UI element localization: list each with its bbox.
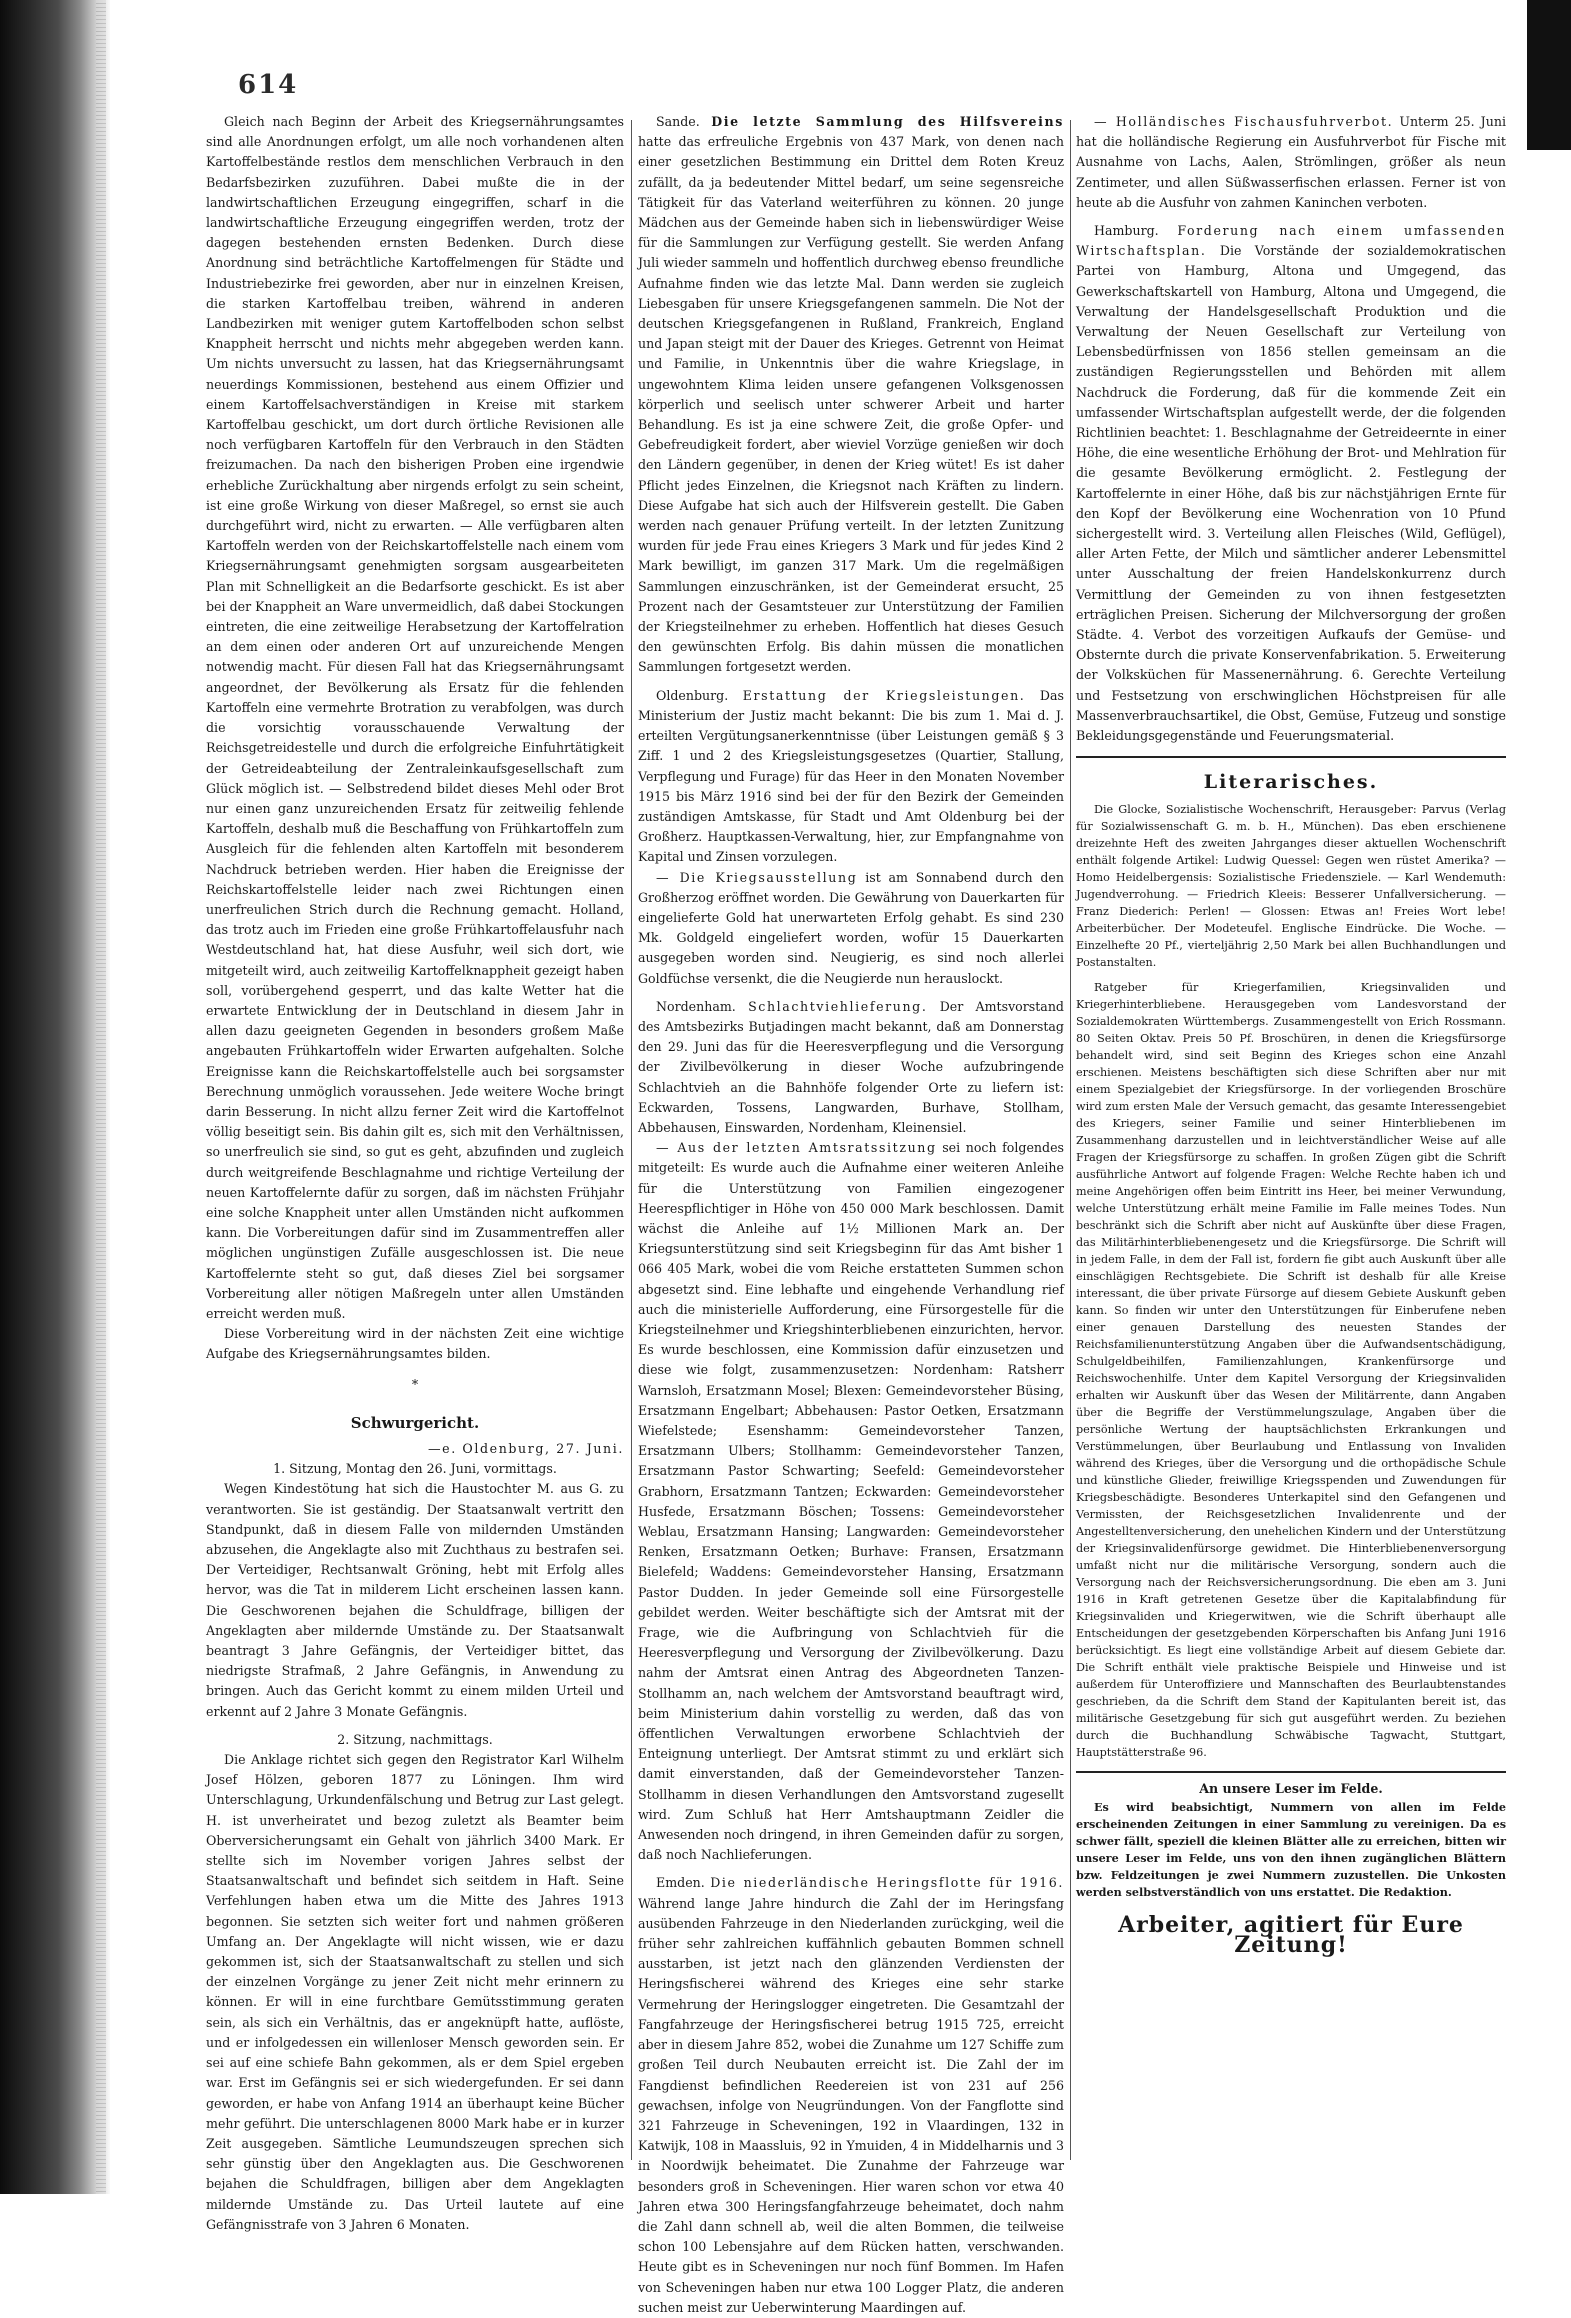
exhibition-text: ist am Sonnabend durch den Großherzog eröffnet worden. Die Gewährung von Dauerkarten für eingelieferte Gold hat unerwarteten Erfolg gehabt. Es sind 230 Mk. Goldgeld eingeliefert worden, wofür 15 Dauerkarten ausgegeben worden sind. Neugierig, es sind noch allerlei Goldfüchse versenkt, die die Neugierde nun herauslockt. [638,869,1064,986]
exhibition-title: — Die Kriegsausstellung [656,869,858,885]
court-case-1: Wegen Kindestötung hat sich die Haustochter M. aus G. zu verantworten. Sie ist geständig. Der Staatsanwalt vertritt den Standpunkt, daß in diesem Falle von mildernden Umständen abzusehen, die Angeklagte also mit Zuchthaus zu bestrafen sei. Der Verteidiger, Rechtsanwalt Gröning, hebt mit Erfolg alles hervor, was die Tat in milderem Licht erscheinen lassen kann. Die Geschworenen bejahen die Schuldfrage, billigen der Angeklagten aber mildernde Umstände zu. Der Staatsanwalt beantragt 3 Jahre Gefängnis, der Verteidiger bittet, das niedrigste Strafmaß, 2 Jahre Gefängnis, in Anwendung zu bringen. Auch das Gericht kommt zu einem milden Urteil und erkennt auf 2 Jahre 3 Monate Gefängnis. [206,1481,624,1719]
nordenham-title: Schlachtviehlieferung. [748,998,928,1014]
sande-text: hatte das erfreuliche Ergebnis von 437 Mark, von denen nach einer gesetzlichen Bestimmung ein Drittel dem Roten Kreuz zufällt, da ja bedeutender Mittel bedarf, um seine segensreiche Tätigkeit für das Vaterland weiterführen zu können. 20 junge Mädchen aus der Gemeinde haben sich in liebenswürdiger Weise für die Sammlungen zur Verfügung gestellt. Sie werden Anfang Juli wieder sammeln und hoffentlich durchweg ebenso freundliche Aufnahme finden wie das letzte Mal. Dann werden sie zugleich Liebesgaben für unsere Kriegsgefangenen sammeln. Die Not der deutschen Kriegsgefangenen in Rußland, Frankreich, England und Japan steigt mit der Dauer des Krieges. Getrennt von Heimat und Familie, in Unkenntnis über die wahre Kriegslage, in ungewohntem Klima leiden unsere gefangenen Volksgenossen körperlich und seelisch unter schwerer Arbeit und harter Behandlung. Es ist ja eine schwere Zeit, die große Opfer- und Gebefreudigkeit fordert, aber wieviel Vorzüge genießen wir doch den Ländern gegenüber, in denen der Krieg wütet! Es ist daher Pflicht jedes Einzelnen, die Kriegsnot nach Kräften zu lindern. Diese Aufgabe hat sich auch der Hilfsverein gestellt. Die Gaben werden nach genauer Prüfung verteilt. In der letzten Zunitzung wurden für jede Frau eines Kriegers 3 Mark und für jedes Kind 2 Mark bewilligt, im ganzen 317 Mark. Um die regelmäßigen Sammlungen einzuschränken, ist der Gemeinderat ersucht, 25 Prozent nach der Gesamtsteuer zur Unterstützung der Familien der Kriegsteilnehmer zu erheben. Hoffentlich hat dieses Gesuch den gewünschten Erfolg. Bis dahin müssen die monatlichen Sammlungen fortgesetzt werden. [638,134,1064,675]
section-rule-2 [1076,1771,1506,1773]
book-binding-shadow [0,0,110,2194]
column-1 [206,112,624,2232]
hamburg-title: Forderung nach einem umfassenden Wirtschaftsplan. [1076,223,1506,259]
article-emden [638,1873,1064,2317]
hamburg-text: Die Vorstände der sozialdemokratischen Partei von Hamburg, Altona und Umgegend, das Gewerkschaftskartell von Hamburg, Altona und Umgegend, die Verwaltung der Handelsgesellschaft Produktion und die Verwaltung der Neuen Gesellschaft zur Verteilung von Lebensbedürfnissen von 1856 stellen gemeinsam an die zuständigen Regierungsstellen und Behörden mit allem Nachdruck die Forderung, daß für die kommende Zeit ein umfassender Wirtschaftsplan aufgestellt werde, der die folgenden Richtlinien beachtet: 1. Beschlagnahme der Getreideernte in einer Höhe, die eine wesentliche Erhöhung der Brot- und Mehlration für die gesamte Bevölkerung ermöglicht. 2. Festlegung der Kartoffelernte in einer Höhe, daß bis zur nächstjährigen Ernte für den Kopf der Bevölkerung eine Wochenration von 10 Pfund sichergestellt wird. 3. Verteilung allen Fleisches (Wild, Geflügel), aller Arten Fette, der Milch und sämtlicher anderer Lebensmittel unter Ausschaltung der freien Handelskonkurrenz durch Vermittlung der Gemeinden zu von ihnen festgesetzten erträglichen Preisen. Sicherung der Milchversorgung der großen Städte. 4. Verbot des vorzeitigen Aufkaufs der Gemüse- und Obsternte durch die private Konservenfabrikation. 5. Erweiterung der Volksküchen für Massenernährung. 6. Gerechte Verteilung und Festsetzung von erschwinglichen Höchstpreisen für alle Massenverbrauchsartikel, die Obst, Gemüse, Futzeug und sonstige Bekleidungsgegenstände und Feuerungsmaterial. [1076,243,1506,744]
scan-border [1527,0,1571,150]
nordenham-place: Nordenham. [656,998,736,1014]
article-oldenburg [638,686,1064,868]
nordenham-text: Der Amtsvorstand des Amtsbezirks Butjadingen macht bekannt, daß am Donnerstag den 29. Juni das für die Heeresverpflegung und die Versorgung der Zivilbevölkerung in dieser Woche aufzubringende Schlachtvieh an die Bahnhöfe folgender Orte zu liefern ist: Eckwarden, Tossens, Langwarden, Burhave, Stollham, Abbehausen, Einswarden, Nordenham, Kleinensiel. [638,998,1064,1135]
literary-heading: Literarisches. [1203,771,1379,794]
amtsrat-title: — Aus der letzten Amtsratssitzung [656,1140,937,1156]
court-heading: Schwurgericht. [350,1413,480,1432]
emden-place: Emden. [656,1875,705,1891]
article-exhibition [638,868,1064,989]
emden-title: Die niederländische Heringsflotte für 1916. [710,1875,1064,1891]
session-2-heading: 2. Sitzung, nachmittags. [337,1731,493,1747]
section-separator: * [411,1376,419,1392]
readers-notice-heading: An unsere Leser im Felde. [1199,1780,1383,1796]
article-sande [638,112,1064,678]
article-dutch-fish-ban [1076,112,1506,213]
agitation-banner: Arbeiter, agitiert für Eure Zeitung! [1118,1911,1464,1958]
column-rule-2 [1070,120,1071,2160]
court-dateline: —e. Oldenburg, 27. Juni. [427,1441,624,1456]
column-2 [638,112,1064,2315]
oldenburg-place: Oldenburg. [656,687,729,703]
sande-place: Sande. [656,114,700,129]
article-hamburg [1076,221,1506,746]
oldenburg-text: Das Ministerium der Justiz macht bekannt: Die bis zum 1. Mai d. J. erteilten Vergütungsanerkenntnisse (über Leistungen gemäß § 3 Ziff. 1 und 2 des Kriegsleistungsgesetzes (Quartier, Stallung, Verpflegung und Furage) für das Heer in den Monaten November 1915 bis März 1916 sind bei der für den Bezirk der Gemeinden zuständigen Amtskasse, für Stadt und Amt Oldenburg bei der Großherz. Hauptkassen-Verwaltung, hier, zur Empfangnahme von Kapital und Zinsen vorzulegen. [638,687,1064,865]
review-die-glocke: Die Glocke, Sozialistische Wochenschrift, Herausgeber: Parvus (Verlag für Sozialwissenschaft G. m. b. H., München). Das eben erschienene dreizehnte Heft des zweiten Jahrganges dieser aktuellen Wochenschrift enthält folgende Artikel: Ludwig Quessel: Gegen wen rüstet Amerika? — Homo Heidelbergensis: Sozialistische Friedensziele. — Karl Wendemuth: Jugendverrohung. — Friedrich Kleeis: Besserer Unfallversicherung. — Franz Diederich: Perlen! — Glossen: Etwas an! Freies Wort lebe! Arbeiterbücher. Der Modeteufel. Englische Eindrücke. Die Woche. — Einzelhefte 20 Pf., vierteljährig 2,50 Mark bei allen Buchhandlungen und Postanstalten. [1076,802,1506,969]
article-potato-closing: Diese Vorbereitung wird in der nächsten Zeit eine wichtige Aufgabe des Kriegsernährungsamtes bilden. [206,1326,624,1362]
review-ratgeber: Ratgeber für Kriegerfamilien, Kriegsinvaliden und Kriegerhinterbliebene. Herausgegeben vom Landesvorstand der Sozialdemokraten Württembergs. Zusammengestellt von Erich Rossmann. 80 Seiten Oktav. Preis 50 Pf. Broschüren, in denen die Kriegsfürsorge behandelt wird, sind seit Beginn des Krieges schon eine Anzahl erschienen. Meistens beschäftigten sich diese Schriften aber nur mit einem Spezialgebiet der Kriegsfürsorge. In der vorliegenden Broschüre wird zum ersten Male der Versuch gemacht, das gesamte Interessengebiet des Kriegers, seiner Familie und seiner Hinterbliebenen im Zusammenhang darzustellen und in leichtverständlicher Weise auf alle Fragen der Kriegsfürsorge zu schaffen. In großen Zügen gibt die Schrift ausführliche Antwort auf folgende Fragen: Welche Rechte haben ich und meine Angehörigen offen beim Eintritt ins Heer, bei meiner Verwundung, welche Unterstützung erhält meine Familie im Falle meines Todes. Nun beschränkt sich die Schrift aber nicht auf Auskünfte über diese Fragen, das Militärhinterbliebenengesetz und die Kriegsfürsorge. Die Schrift will in jedem Falle, in dem der Fall ist, fordern fie gibt auch Auskunft über alle einschlägigen Rechtsgebiete. Die Schrift ist deshalb für alle Kreise interessant, die über private Fürsorge auf diesem Gebiete Auskunft geben kann. So finden wir unter den Unterstützungen für Einberufene neben einer genauen Darstellung des neuesten Standes der Reichsfamilienunterstützung Angaben über die Aufwandsentschädigung, Schulgeldbeihilfen, Familienzahlungen, Krankenfürsorge und Reichswochenhilfe. Unter dem Kapitel Versorgung der Kriegsinvaliden erhalten wir Auskunft über das Wesen der Militärrente, dann Angaben über die Begriffe der Verstümmelungszulage, Angaben über die persönliche Wertung der hauptsächlichsten Erkrankungen und Verstümmelungen, über Beurlaubung und Entlassung von Invaliden während des Krieges, über die Versorgung und die orthopädische Schule und künstliche Glieder, freiwillige Kriegsspenden und Zuwendungen für Kriegsbeschädigte. Besonderes Unterkapitel sind den Gefangenen und Vermissten, der Reichsgesetzlichen Invalidenrente und der Angestelltenversicherung, den unehelichen Kindern und der Unterstützung der Kriegsinvalidenfürsorge gewidmet. Die Hinterbliebenenversorgung umfaßt nicht nur die militärische Versorgung, sondern auch die Versorgung nach der Reichsversicherungsordnung. Die eben am 3. Juni 1916 in Kraft getretenen Gesetze über die Kapitalabfindung für Kriegsinvaliden und Kriegerwitwen, wie die Schrift überhaupt alle Entscheidungen der gesetzgebenden Körperschaften bis Anfang Juni 1916 berücksichtigt. Es liegt eine vollständige Arbeit auf diesem Gebiete dar. Die Schrift enthält viele praktische Beispiele und Hinweise und ist außerdem für Unteroffiziere und Mannschaften des Beurlaubtenstandes geschrieben, da die Schrift dem Stand der Kapitulanten bereit ist, das militärische Gesetzgebung für sich gut ausgeführt werden. Zu beziehen durch die Buchhandlung Schwäbische Tagwacht, Stuttgart, Hauptstätterstraße 96. [1076,980,1506,1759]
section-rule [1076,756,1506,758]
page-number: 614 [238,70,299,100]
column-3 [1076,112,1506,2152]
article-nordenham [638,997,1064,1138]
oldenburg-title: Erstattung der Kriegsleistungen. [742,687,1026,703]
hamburg-place: Hamburg. [1094,223,1159,239]
sande-title: Die letzte Sammlung des Hilfsvereins [711,114,1064,129]
court-case-2: Die Anklage richtet sich gegen den Registrator Karl Wilhelm Josef Hölzen, geboren 1877 zu Löningen. Ihm wird Unterschlagung, Urkundenfälschung und Betrug zur Last gelegt. H. ist unverheiratet und bezog zuletzt als Beamter beim Oberversicherungsamt ein Gehalt von jährlich 3400 Mark. Er stellte sich im November vorigen Jahres selbst der Staatsanwaltschaft und befindet sich seitdem in Haft. Seine Verfehlungen haben etwa um die Mitte des Jahres 1913 begonnen. Sie setzten sich weiter fort und nahmen größeren Umfang an. Der Angeklagte will nicht wissen, wie er dazu gekommen ist, sich der Staatsanwaltschaft zu stellen und sich der einzelnen Vorgänge zu jener Zeit nicht mehr erinnern zu können. Er will in eine furchtbare Gemütsstimmung geraten sein, als sich ein Verhältnis, das er angeknüpft hatte, auflöste, und er infolgedessen ein willenloser Mensch geworden sein. Er sei auf eine schiefe Bahn gekommen, als er dem Spiel ergeben war. Erst im Gefängnis sei er sich wiedergefunden. Er sei dann geworden, er habe von Anfang 1914 an überhaupt keine Bücher mehr geführt. Die unterschlagenen 8000 Mark habe er in kurzer Zeit ausgegeben. Sämtliche Leumundszeugen sprechen sich sehr günstig über den Angeklagten aus. Die Geschworenen bejahen die Schuldfragen, billigen aber dem Angeklagten mildernde Umstände zu. Das Urteil lautete auf eine Gefängnisstrafe von 3 Jahren 6 Monaten. [206,1752,624,2232]
dutch-fish-ban-title: — Holländisches Fischausfuhrverbot. [1094,114,1394,129]
page-edge [96,0,106,2194]
dutch-fish-ban-text: Unterm 25. Juni hat die holländische Regierung ein Ausfuhrverbot für Fische mit Ausnahme von Lachs, Aalen, Strömlingen, größer als neun Zentimeter, und allen Süßwasserfischen erlassen. Ferner ist von heute ab die Ausfuhr von zahmen Kaninchen verboten. [1076,114,1506,210]
column-rule-1 [631,120,632,2160]
article-potato-supply: Gleich nach Beginn der Arbeit des Kriegsernährungsamtes sind alle Anordnungen erfolgt, um alle noch vorhandenen alten Kartoffelbestände restlos dem menschlichen Verbrauch in den Bedarfsbezirken zuzuführen. Dabei mußte die in der landwirtschaftlichen Erzeugung eingegriffen, scharf in die landwirtschaftliche Erzeugung eingegriffen werden, trotz der dagegen bestehenden ernsten Bedenken. Durch diese Anordnung sind beträchtliche Kartoffelmengen für Städte und Industriebezirke frei geworden, aber nur in einzelnen Kreisen, die starken Kartoffelbau treiben, während in anderen Landbezirken mit weniger gutem Kartoffelboden schon selbst Knappheit herrscht und nichts mehr abgegeben werden kann. Um nichts unversucht zu lassen, hat das Kriegsernährungsamt neuerdings Kommissionen, bestehend aus einem Offizier und einem Kartoffelsachverständigen in Kreise mit starkem Kartoffelbau geschickt, um dort durch örtliche Revisionen alle noch verfügbaren Kartoffeln für den Verbrauch in den Städten freizumachen. Da nach den bisherigen Proben eine irgendwie erhebliche Zurückhaltung aber nirgends erfolgt zu sein scheint, ist eine große Wirkung von dieser Maßregel, so ernst sie auch durchgeführt wird, nicht zu erwarten. — Alle verfügbaren alten Kartoffeln werden von der Reichskartoffelstelle nach einem vom Kriegsernährungsamt genehmigten sorgsam ausgearbeiteten Plan mit Schnelligkeit an die Bedarfsorte geschickt. Es ist aber bei der Knappheit an Ware unvermeidlich, daß dabei Stockungen eintreten, die eine zeitweilige Herabsetzung der Kartoffelration an dem einen oder anderen Ort auf unzureichende Mengen notwendig macht. Für diesen Fall hat das Kriegsernährungsamt angeordnet, der Bevölkerung als Ersatz für die fehlenden Kartoffeln eine vermehrte Brotration zu verabfolgen, was durch die vorsichtig vorausschauende Verwaltung der Reichsgetreidestelle und durch die erfolgreiche Einfuhrtätigkeit der Getreideabteilung der Zentraleinkaufsgesellschaft zum Glück möglich ist. — Selbstredend bildet dieses Mehl oder Brot nur einen ganz unzureichenden Ersatz für zeitweilig fehlende Kartoffeln, deshalb muß die Beschaffung von Frühkartoffeln zum Ausgleich für die fehlenden alten Kartoffeln mit besonderem Nachdruck betrieben werden. Hier haben die Ereignisse der Reichskartoffelstelle leider nach zwei Richtungen einen unerfreulichen Strich durch die Rechnung gemacht. Holland, das trotz auch im Frieden eine große Frühkartoffelausfuhr nach Westdeutschland hat, hat diese Ausfuhr, weil sich dort, wie mitgeteilt wird, auch zeitweilig Kartoffelknappheit gezeigt haben soll, vorübergehend gesperrt, und das kalte Wetter hat die erwartete Entwicklung der in Deutschland in diesem Jahr in allen dazu geeigneten Gegenden in besonders großem Maße angebauten Frühkartoffeln wider Erwarten aufgehalten. Solche Ereignisse kann die Reichskartoffelstelle auch bei sorgsamster Berechnung unmöglich voraussehen. Jede weitere Woche bringt darin Besserung. In nicht allzu ferner Zeit wird die Kartoffelnot völlig beseitigt sein. Bis dahin gilt es, sich mit den Verhältnissen, so unerfreulich sie sind, so gut es geht, abzufinden und zugleich durch weitgreifende Beschlagnahme und richtige Verteilung der neuen Kartoffelernte dafür zu sorgen, daß im nächsten Frühjahr eine solche Knappheit unter allen Umständen nicht aufkommen kann. Die Vorbereitungen dafür sind im Zusammentreffen aller möglichen ungünstigen Zufälle ausgeschlossen ist. Die neue Kartoffelernte steht so gut, daß dieses Ziel bei sorgsamer Vorbereitung aller nötigen Maßregeln unter allen Umständen erreicht werden muß. [206,114,624,1321]
amtsrat-text: sei noch folgendes mitgeteilt: Es wurde auch die Aufnahme einer weiteren Anleihe für die Unterstützung von Familien eingezogener Heerespflichtiger in Höhe von 450 000 Mark beschlossen. Damit wächst die Anleihe auf 1½ Millionen Mark an. Der Kriegsunterstützung sind seit Kriegsbeginn für das Amt bisher 1 066 405 Mark, wobei die vom Reiche erstatteten Summen schon abgesetzt sind. Eine lebhafte und eingehende Verhandlung rief auch die ministerielle Aufforderung, eine Fürsorgestelle für die Kriegsteilnehmer und Kriegshinterbliebenen einzurichten, hervor. Es wurde beschlossen, eine Kommission dafür einzusetzen und diese wie folgt, zusammenzusetzen: Nordenham: Ratsherr Warnsloh, Ersatzmann Mosel; Blexen: Gemeindevorsteher Büsing, Ersatzmann Engelbart; Abbehausen: Pastor Oetken, Ersatzmann Wiefelstede; Esenshamm: Gemeindevorsteher Tanzen, Ersatzmann Ulbers; Stollhamm: Gemeindevorsteher Tanzen, Ersatzmann Pastor Schwarting; Seefeld: Gemeindevorsteher Grabhorn, Ersatzmann Tantzen; Eckwarden: Gemeindevorsteher Husfede, Ersatzmann Böschen; Tossens: Gemeindevorsteher Weblau, Ersatzmann Hansing; Langwarden: Gemeindevorsteher Renken, Ersatzmann Oetken; Burhave: Fransen, Ersatzmann Bielefeld; Waddens: Gemeindevorsteher Hansing, Ersatzmann Pastor Dudden. In jeder Gemeinde soll eine Fürsorgestelle gebildet werden. Weiter beschäftigte sich der Amtsrat mit der Frage, wie die Aufbringung von Schlachtvieh für die Heeresverpflegung und Versorgung der Zivilbevölkerung. Dazu nahm der Amtsrat einen Antrag des Abgeordneten Tanzen-Stollhamm an, nach welchem der Amtsvorstand beauftragt wird, beim Ministerium dahin vorstellig zu werden, daß das von öffentlichen Verwaltungen erworbene Schlachtvieh der Enteignung unterliegt. Der Amtsrat stimmt zu und erklärt sich damit einverstanden, daß der Gemeindevorsteher Tanzen-Stollhamm in diesen Verhandlungen den Amtsvorstand zugesellt wird. Zum Schluß hat Herr Amtshauptmann Zeidler die Anwesenden noch dringend, in ihren Gemeinden dafür zu sorgen, daß noch Nachlieferungen. [638,1140,1064,1863]
readers-notice-text: Es wird beabsichtigt, Nummern von allen im Felde erscheinenden Zeitungen in einer Sammlung zu vereinigen. Da es schwer fällt, speziell die kleinen Blätter alle zu erreichen, bitten wir unsere Leser im Felde, uns von den ihnen zugänglichen Blättern bzw. Feldzeitungen je zwei Nummern zuzustellen. Die Unkosten werden selbstverständlich von uns erstattet. Die Redaktion. [1076,1799,1506,1899]
article-amtsrat [638,1138,1064,1865]
session-1-heading: 1. Sitzung, Montag den 26. Juni, vormittags. [273,1461,557,1477]
emden-text: Während lange Jahre hindurch die Zahl der im Heringsfang ausübenden Fahrzeuge in den Niederlanden zurückging, weil die früher sehr zahlreichen kuffähnlich gebauten Bommen schnell ausstarben, ist jetzt nach den glänzenden Verdiensten der Heringsfischerei während des Krieges eine sehr starke Vermehrung der Heringslogger eingetreten. Die Gesamtzahl der Fangfahrzeuge der Heringsfischerei betrug 1915 725, erreicht aber in diesem Jahre 852, wobei die Zunahme um 127 Schiffe zum großen Teil durch Neubauten erreicht ist. Die Zahl der im Fangdienst befindlichen Reedereien ist von 231 auf 256 gewachsen, infolge von Neugründungen. Von der Fangflotte sind 321 Fahrzeuge in Scheveningen, 192 in Vlaardingen, 132 in Katwijk, 108 in Maassluis, 92 in Ymuiden, 4 in Middelharnis und 3 in Noordwijk beheimatet. Die Zunahme der Fahrzeuge war besonders groß in Scheveningen. Hier waren schon vor etwa 40 Jahren etwa 300 Heringsfangfahrzeuge beheimatet, doch nahm die Zahl dann schnell ab, weil die alten Bommen, die teilweise schon 100 Lebensjahre auf dem Rücken hatten, verschwanden. Heute gibt es in Scheveningen nur noch fünf Bommen. Im Hafen von Scheveningen haben nur etwa 100 Logger Platz, die anderen suchen meist zur Ueberwinterung Maardingen auf. [638,1895,1064,2315]
